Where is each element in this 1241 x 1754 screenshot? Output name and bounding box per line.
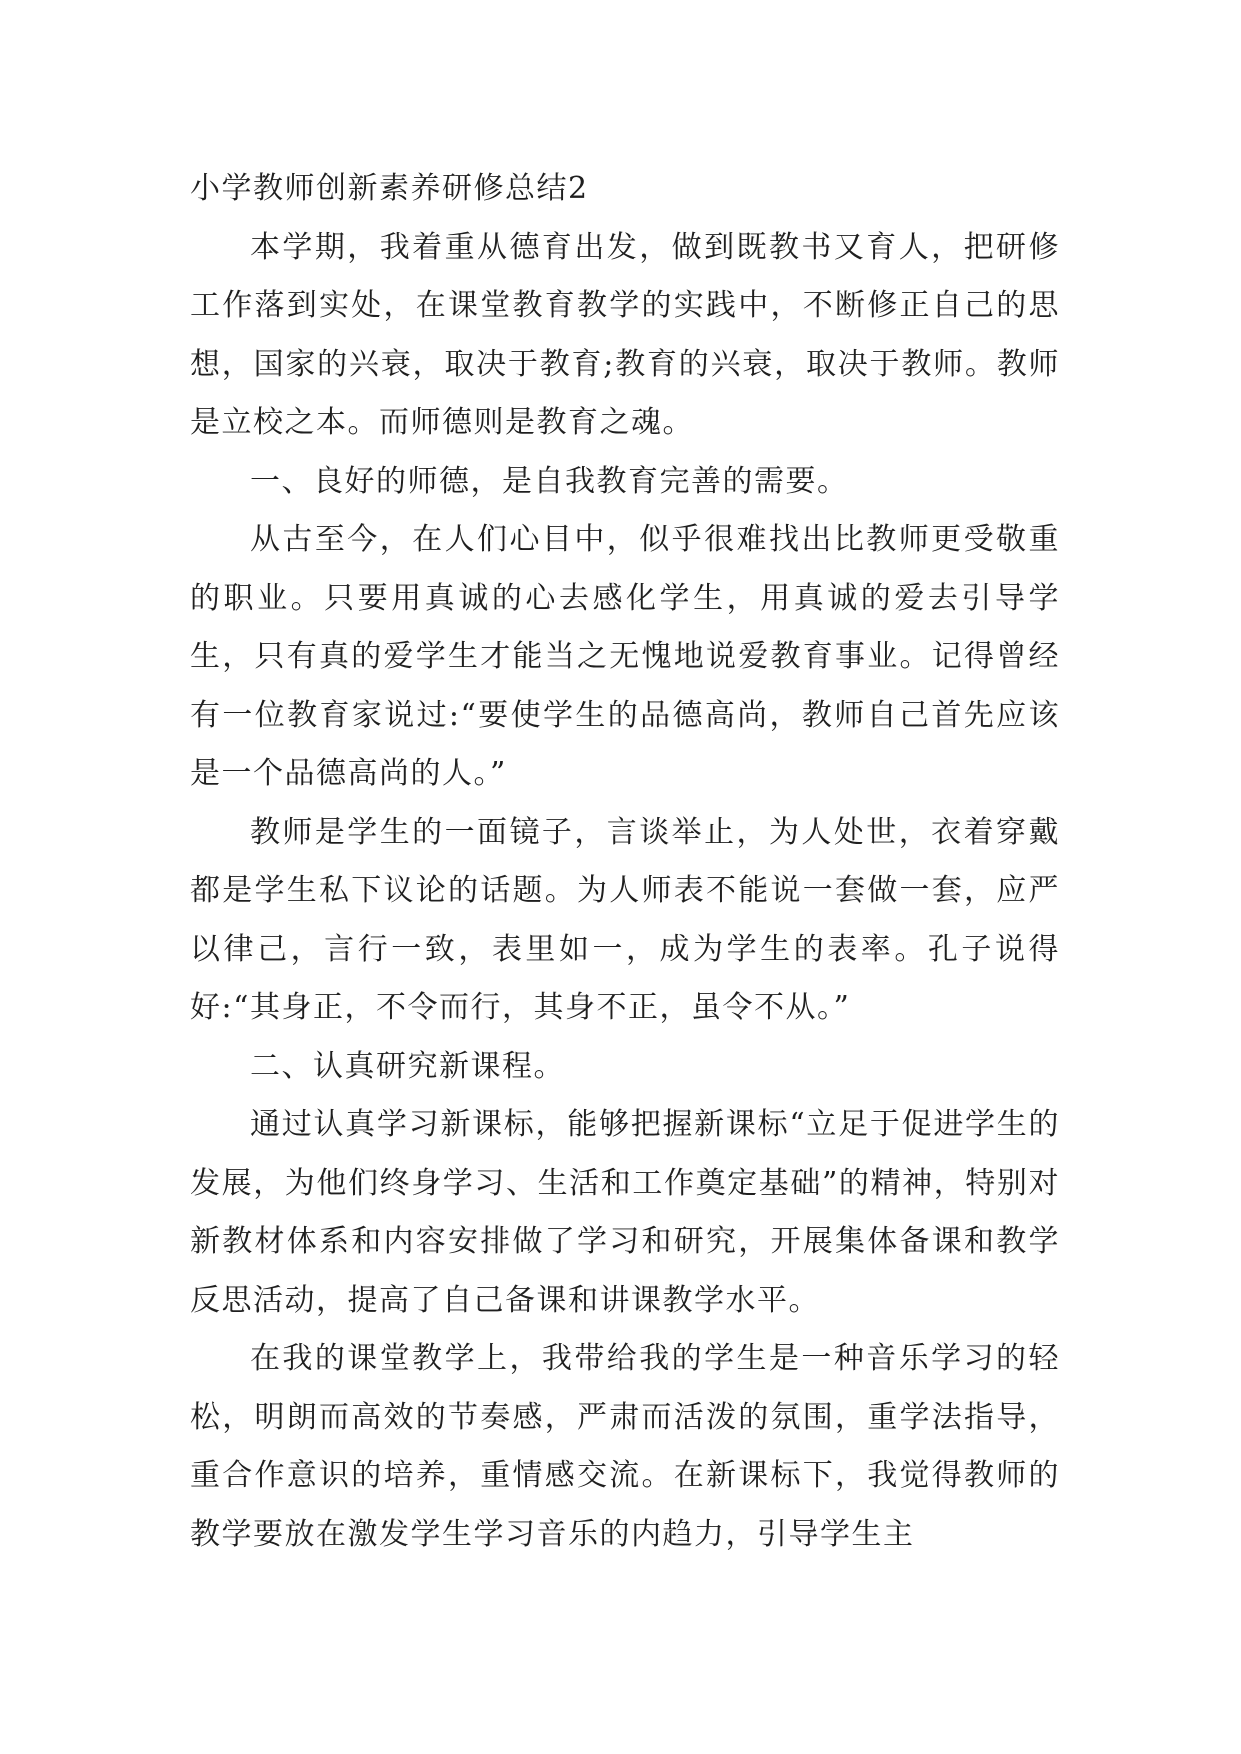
paragraph: 教师是学生的一面镜子，言谈举止，为人处世，衣着穿戴都是学生私下议论的话题。为人师表不能说一套做一套，应严以律己，言行一致，表里如一，成为学生的表率。孔子说得好:“其身正，不令而行，其身不正，虽令不从。” [190,814,1060,1025]
section-heading-1: 一、良好的师德，是自我教育完善的需要。 [250,463,849,499]
section-heading-2: 二、认真研究新课程。 [250,1048,565,1084]
paragraph: 在我的课堂教学上，我带给我的学生是一种音乐学习的轻松，明朗而高效的节奏感，严肃而活泼的氛围，重学法指导，重合作意识的培养，重情感交流。在新课标下，我觉得教师的教学要放在激发学生学习音乐的内趋力，引导学生主 [190,1341,1060,1552]
paragraph: 通过认真学习新课标，能够把握新课标“立足于促进学生的发展，为他们终身学习、生活和工作奠定基础”的精神，特别对新教材体系和内容安排做了学习和研究，开展集体备课和教学反思活动，提高了自己备课和讲课教学水平。 [190,1107,1060,1318]
paragraph: 本学期，我着重从德育出发，做到既教书又育人，把研修工作落到实处，在课堂教育教学的实践中，不断修正自己的思想，国家的兴衰，取决于教育;教育的兴衰，取决于教师。教师是立校之本。而师德则是教育之魂。 [190,229,1060,440]
document-title: 小学教师创新素养研修总结2 [190,171,589,206]
document-body [190,160,1060,1564]
paragraph: 从古至今，在人们心目中，似乎很难找出比教师更受敬重的职业。只要用真诚的心去感化学生，用真诚的爱去引导学生，只有真的爱学生才能当之无愧地说爱教育事业。记得曾经有一位教育家说过:“要使学生的品德高尚，教师自己首先应该是一个品德高尚的人。” [190,522,1060,791]
